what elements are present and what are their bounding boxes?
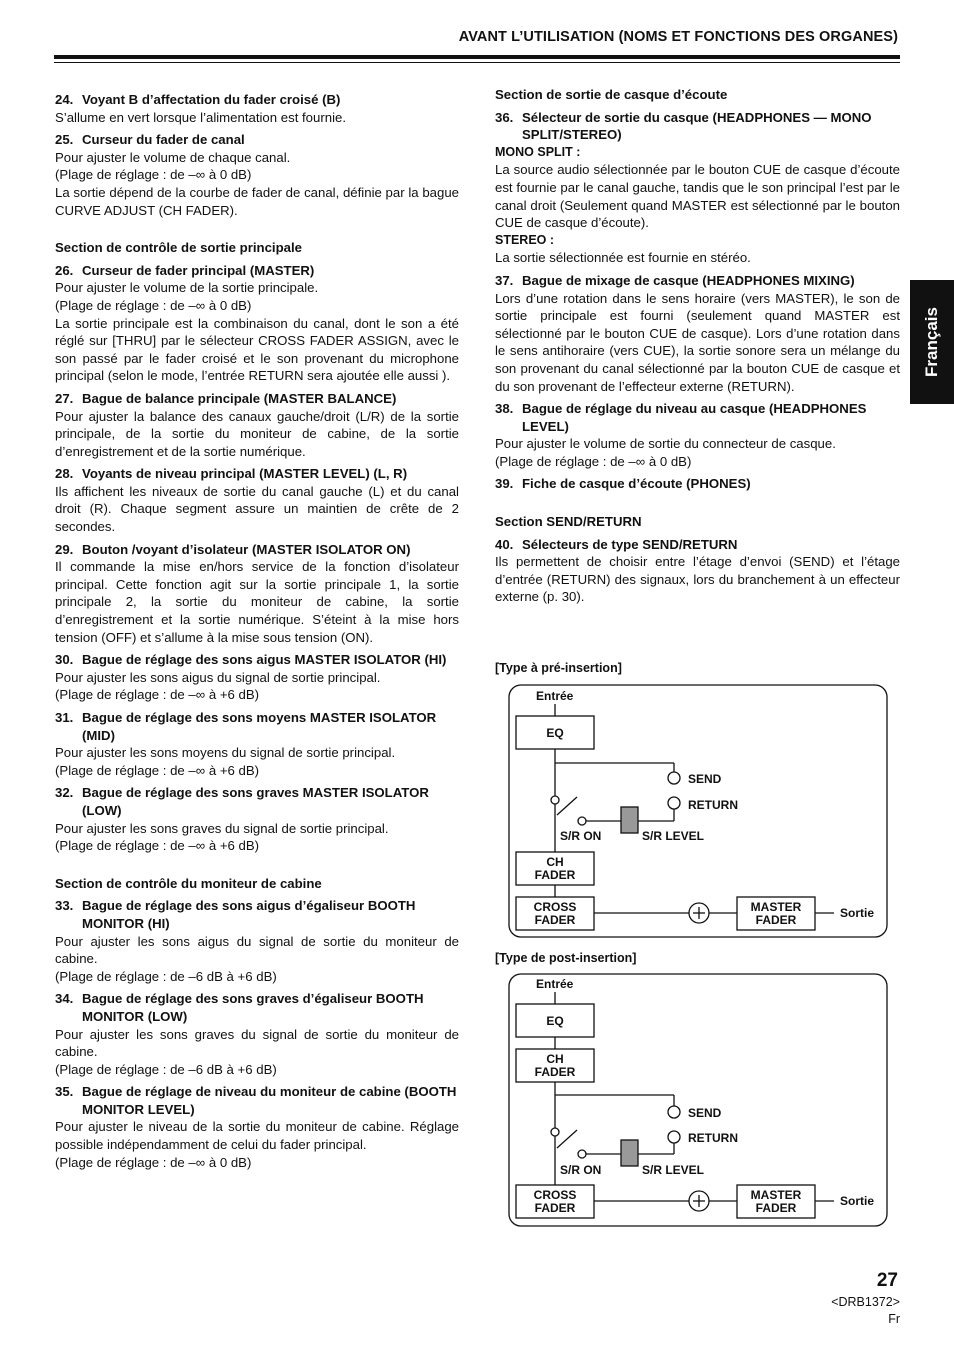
item-33-text1: Pour ajuster les sons aigus du signal de sortie du moniteur de cabine.	[55, 933, 459, 967]
item-34-text2: (Plage de réglage : de –6 dB à +6 dB)	[55, 1061, 277, 1077]
master-label: MASTER	[750, 1188, 802, 1202]
page-number: 27	[876, 1270, 898, 1291]
send-label: SEND	[688, 772, 722, 786]
item-35-text2: (Plage de réglage : de –∞ à 0 dB)	[55, 1154, 252, 1170]
return-label: RETURN	[688, 1131, 738, 1145]
item-36-text-mono: La source audio sélectionnée par le bouton CUE de casque d’écoute est fournie par le canal gauche, tandis que le son principal l’est par le canal droit (Seulement quand MASTER est sélectionné par le bouton CUE de casque d’écoute).	[495, 162, 900, 231]
item-36-label-mono: MONO SPLIT :	[495, 144, 581, 159]
eq-label: EQ	[546, 1014, 564, 1028]
item-32-text2: (Plage de réglage : de –∞ à +6 dB)	[55, 838, 260, 854]
send-jack	[668, 772, 680, 784]
master-fader-label: FADER	[755, 913, 797, 927]
diagram-pre-title: [Type à pré-insertion]	[495, 661, 622, 675]
sr-on-pivot	[551, 1128, 559, 1136]
ch-fader-label: FADER	[534, 868, 576, 882]
section-send-return: Section SEND/RETURN	[495, 514, 642, 530]
sr-level-label: S/R LEVEL	[642, 829, 705, 843]
language-tab	[910, 280, 954, 404]
send-jack	[668, 1106, 680, 1118]
item-25-text2: (Plage de réglage : de –∞ à 0 dB)	[55, 167, 252, 183]
item-30-title: 30. Bague de réglage des sons aigus MASTER ISOLATOR (HI)	[55, 652, 447, 668]
item-32-title: 32. Bague de réglage des sons graves MASTER ISOLATOR (LOW)	[55, 785, 429, 818]
sr-on-switch	[557, 797, 577, 815]
sr-on-label: S/R ON	[560, 829, 602, 843]
sr-on-label: S/R ON	[560, 1163, 602, 1177]
item-35-text1: Pour ajuster le niveau de la sortie du moniteur de cabine. Réglage possible indépendamment de celui du fader principal.	[55, 1119, 459, 1153]
return-jack	[668, 1131, 680, 1143]
sr-level-block	[621, 1140, 638, 1166]
entree-label: Entrée	[536, 977, 574, 991]
item-40-text: Ils permettent de choisir entre l’étage d’envoi (SEND) et l’étage d’entrée (RETURN) des signaux, lors du branchement à un effecteur externe (p. 30).	[495, 554, 900, 605]
doc-code-lang: Fr	[888, 1312, 900, 1326]
section-master-output: Section de contrôle de sortie principale	[55, 240, 302, 256]
right-column	[495, 86, 900, 606]
item-29-text: Il commande la mise en/hors service de la fonction d’isolateur principal. Cette fonction agit sur la sortie principale 1, la sortie principale 2, la sortie du moniteur de cabine, la sortie d’enregistrement et la sortie numérique. S’éteint à la mise hors tension (OFF) et s’allume à la mise sous tension (ON).	[55, 559, 459, 645]
item-34-title: 34. Bague de réglage des sons graves d’égaliseur BOOTH MONITOR (LOW)	[55, 991, 424, 1024]
item-30-text1: Pour ajuster les sons aigus du signal de sortie principal.	[55, 669, 381, 685]
item-39-title: 39. Fiche de casque d’écoute (PHONES)	[495, 476, 751, 492]
master-fader-label: FADER	[755, 1201, 797, 1215]
item-36-text-stereo: La sortie sélectionnée est fournie en stéréo.	[495, 250, 751, 266]
cross-fader-label: FADER	[534, 913, 576, 927]
sortie-label: Sortie	[840, 1194, 875, 1208]
sr-on-switch	[557, 1130, 577, 1148]
sortie-label: Sortie	[840, 906, 875, 920]
item-25-text1: Pour ajuster le volume de chaque canal.	[55, 149, 291, 165]
item-24-title: 24. Voyant B d’affectation du fader croisé (B)	[55, 92, 341, 107]
cross-label: CROSS	[533, 900, 577, 914]
sr-on-contact	[578, 1150, 586, 1158]
sr-on-contact	[578, 817, 586, 825]
sr-level-label: S/R LEVEL	[642, 1163, 705, 1177]
sr-on-pivot	[551, 796, 559, 804]
item-33-text2: (Plage de réglage : de –6 dB à +6 dB)	[55, 968, 277, 984]
item-37-title: 37. Bague de mixage de casque (HEADPHONES MIXING)	[495, 272, 855, 288]
item-25-text3: La sortie dépend de la courbe de fader de canal, définie par la bague CURVE ADJUST (CH FADER).	[55, 184, 459, 218]
item-36-label-stereo: STEREO :	[495, 232, 555, 247]
item-28-title: 28. Voyants de niveau principal (MASTER LEVEL) (L, R)	[55, 466, 408, 482]
item-38-text2: (Plage de réglage : de –∞ à 0 dB)	[495, 453, 692, 469]
item-33-title: 33. Bague de réglage des sons aigus d’égaliseur BOOTH MONITOR (HI)	[55, 898, 416, 931]
language-tab-label: Français	[922, 307, 941, 377]
item-26-text2: (Plage de réglage : de –∞ à 0 dB)	[55, 297, 252, 313]
entree-label: Entrée	[536, 689, 574, 703]
item-28-text: Ils affichent les niveaux de sortie du canal gauche (L) et du canal droit (R). Chaque segment assure un maintien de crête de 2 secondes.	[55, 483, 459, 535]
ch-label: CH	[546, 855, 564, 869]
item-38-title: 38. Bague de réglage du niveau au casque (HEADPHONES LEVEL)	[495, 401, 867, 434]
item-26-text1: Pour ajuster le volume de la sortie principale.	[55, 280, 319, 296]
header-title: AVANT L’UTILISATION (NOMS ET FONCTIONS DES ORGANES)	[458, 29, 898, 45]
master-label: MASTER	[750, 900, 802, 914]
doc-code-id: <DRB1372>	[831, 1295, 900, 1309]
item-40-title: 40. Sélecteurs de type SEND/RETURN	[495, 536, 738, 552]
return-label: RETURN	[688, 798, 738, 812]
cross-fader-label: FADER	[534, 1201, 576, 1215]
item-32-text1: Pour ajuster les sons graves du signal de sortie principal.	[55, 820, 389, 836]
item-34-text1: Pour ajuster les sons graves du signal de sortie du moniteur de cabine.	[55, 1026, 459, 1060]
item-30-text2: (Plage de réglage : de –∞ à +6 dB)	[55, 687, 260, 703]
diagram-post-title: [Type de post-insertion]	[495, 951, 637, 965]
section-booth-monitor: Section de contrôle du moniteur de cabine	[55, 875, 322, 891]
header-rule	[54, 55, 900, 59]
return-jack	[668, 797, 680, 809]
cross-label: CROSS	[533, 1188, 577, 1202]
sr-level-block	[621, 807, 638, 833]
item-27-text: Pour ajuster la balance des canaux gauche/droit (L/R) de la sortie principale, de la sortie du moniteur de cabine, de la sortie d’enregistrement et de la sortie numérique.	[55, 408, 459, 459]
item-26-title: 26. Curseur de fader principal (MASTER)	[55, 262, 315, 278]
item-29-title: 29. Bouton /voyant d’isolateur (MASTER ISOLATOR ON)	[55, 541, 411, 557]
eq-label: EQ	[546, 726, 564, 740]
item-37-text: Lors d’une rotation dans le sens horaire (vers MASTER), le son de sortie principale est fourni (seulement quand MASTER est sélectionné par le bouton CUE de casque). Lors d’une rotation dans le sens antihoraire (vers CUE), la sortie sonore sera un mélange du son provenant du canal sélectionné par la bouton CUE de casque et du son provenant de l’effecteur externe (RETURN).	[495, 290, 900, 394]
item-25-title: 25. Curseur du fader de canal	[55, 132, 245, 148]
item-31-text1: Pour ajuster les sons moyens du signal de sortie principal.	[55, 745, 396, 761]
item-31-text2: (Plage de réglage : de –∞ à +6 dB)	[55, 762, 260, 778]
section-headphones: Section de sortie de casque d’écoute	[495, 87, 728, 102]
ch-fader-label: FADER	[534, 1065, 576, 1079]
diagram-post-insertion	[500, 968, 900, 1230]
header-rule-thin	[54, 62, 900, 63]
item-27-title: 27. Bague de balance principale (MASTER BALANCE)	[55, 390, 397, 406]
item-35-title: 35. Bague de réglage de niveau du moniteur de cabine (BOOTH MONITOR LEVEL)	[55, 1084, 457, 1117]
diagram-pre-insertion	[500, 680, 900, 942]
send-label: SEND	[688, 1106, 722, 1120]
doc-code	[831, 1294, 900, 1328]
item-31-title: 31. Bague de réglage des sons moyens MASTER ISOLATOR (MID)	[55, 710, 437, 743]
left-column	[55, 86, 459, 1171]
ch-label: CH	[546, 1052, 564, 1066]
item-24-text: S’allume en vert lorsque l’alimentation est fournie.	[55, 109, 347, 125]
item-26-text3: La sortie principale est la combinaison du canal, dont le son a été réglé sur [THRU] par le sélecteur CROSS FADER ASSIGN, avec le son passé par le fader croisé et le son provenant du microphone principal (selon le mode, l’entrée RETURN sera ajoutée elle aussi ).	[55, 315, 459, 384]
item-38-text1: Pour ajuster le volume de sortie du connecteur de casque.	[495, 436, 836, 452]
item-36-title: 36. Sélecteur de sortie du casque (HEADPHONES — MONO SPLIT/STEREO)	[495, 109, 872, 143]
